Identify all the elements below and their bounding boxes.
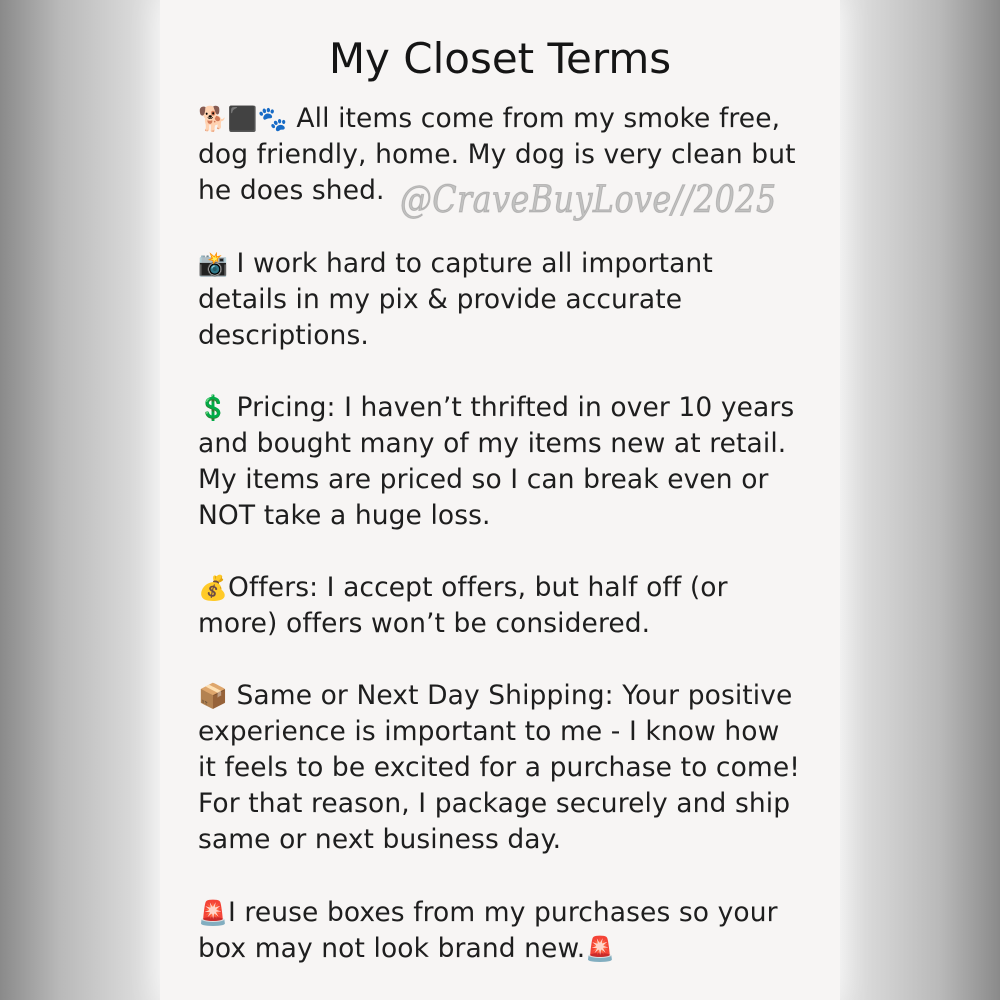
- offers-line-1: Offers: I accept offers, but half off (or: [227, 572, 728, 603]
- shipping-line-2: experience is important to me - I know how: [198, 716, 780, 747]
- watermark-text: @CraveBuyLove//2025: [400, 178, 777, 221]
- shipping-paragraph: [198, 678, 838, 858]
- smoke-free-line-3: he does shed.: [198, 175, 385, 206]
- pricing-line-1: Pricing: I haven’t thrifted in over 10 years: [236, 392, 795, 423]
- dollar-icon: 💲: [198, 394, 228, 422]
- offers-paragraph: [198, 570, 838, 642]
- page-title: My Closet Terms: [328, 34, 672, 83]
- pricing-line-3: My items are priced so I can break even or: [198, 464, 769, 495]
- shipping-line-3: it feels to be excited for a purchase to come!: [198, 752, 800, 783]
- offers-line-2: more) offers won’t be considered.: [198, 608, 651, 639]
- shipping-line-5: same or next business day.: [198, 824, 562, 855]
- boxes-line-1: I reuse boxes from my purchases so your: [227, 897, 778, 928]
- siren-icon-end: 🚨: [585, 935, 616, 963]
- package-icon: 📦: [198, 682, 228, 710]
- photos-line-2: details in my pix & provide accurate: [198, 284, 683, 315]
- boxes-paragraph: [198, 895, 838, 967]
- boxes-line-2: box may not look brand new.: [198, 933, 586, 964]
- pricing-line-2: and bought many of my items new at retail.: [198, 428, 787, 459]
- dog-icon: 🐕‍⬛: [198, 105, 258, 133]
- smoke-free-line-2: dog friendly, home. My dog is very clean but: [198, 139, 796, 170]
- photos-paragraph: [198, 246, 838, 354]
- siren-icon: 🚨: [198, 899, 228, 927]
- smoke-free-paragraph: [198, 101, 838, 209]
- pricing-paragraph: [198, 390, 838, 534]
- money-bag-icon: 💰: [198, 574, 228, 602]
- smoke-free-line-1: All items come from my smoke free,: [296, 103, 781, 134]
- shipping-line-4: For that reason, I package securely and ship: [198, 788, 791, 819]
- shipping-line-1: Same or Next Day Shipping: Your positive: [236, 680, 793, 711]
- pricing-line-4: NOT take a huge loss.: [198, 500, 491, 531]
- camera-icon: 📸: [198, 250, 228, 278]
- paw-prints-icon: 🐾: [257, 105, 288, 133]
- photos-line-3: descriptions.: [198, 320, 369, 351]
- photos-line-1: I work hard to capture all important: [236, 248, 713, 279]
